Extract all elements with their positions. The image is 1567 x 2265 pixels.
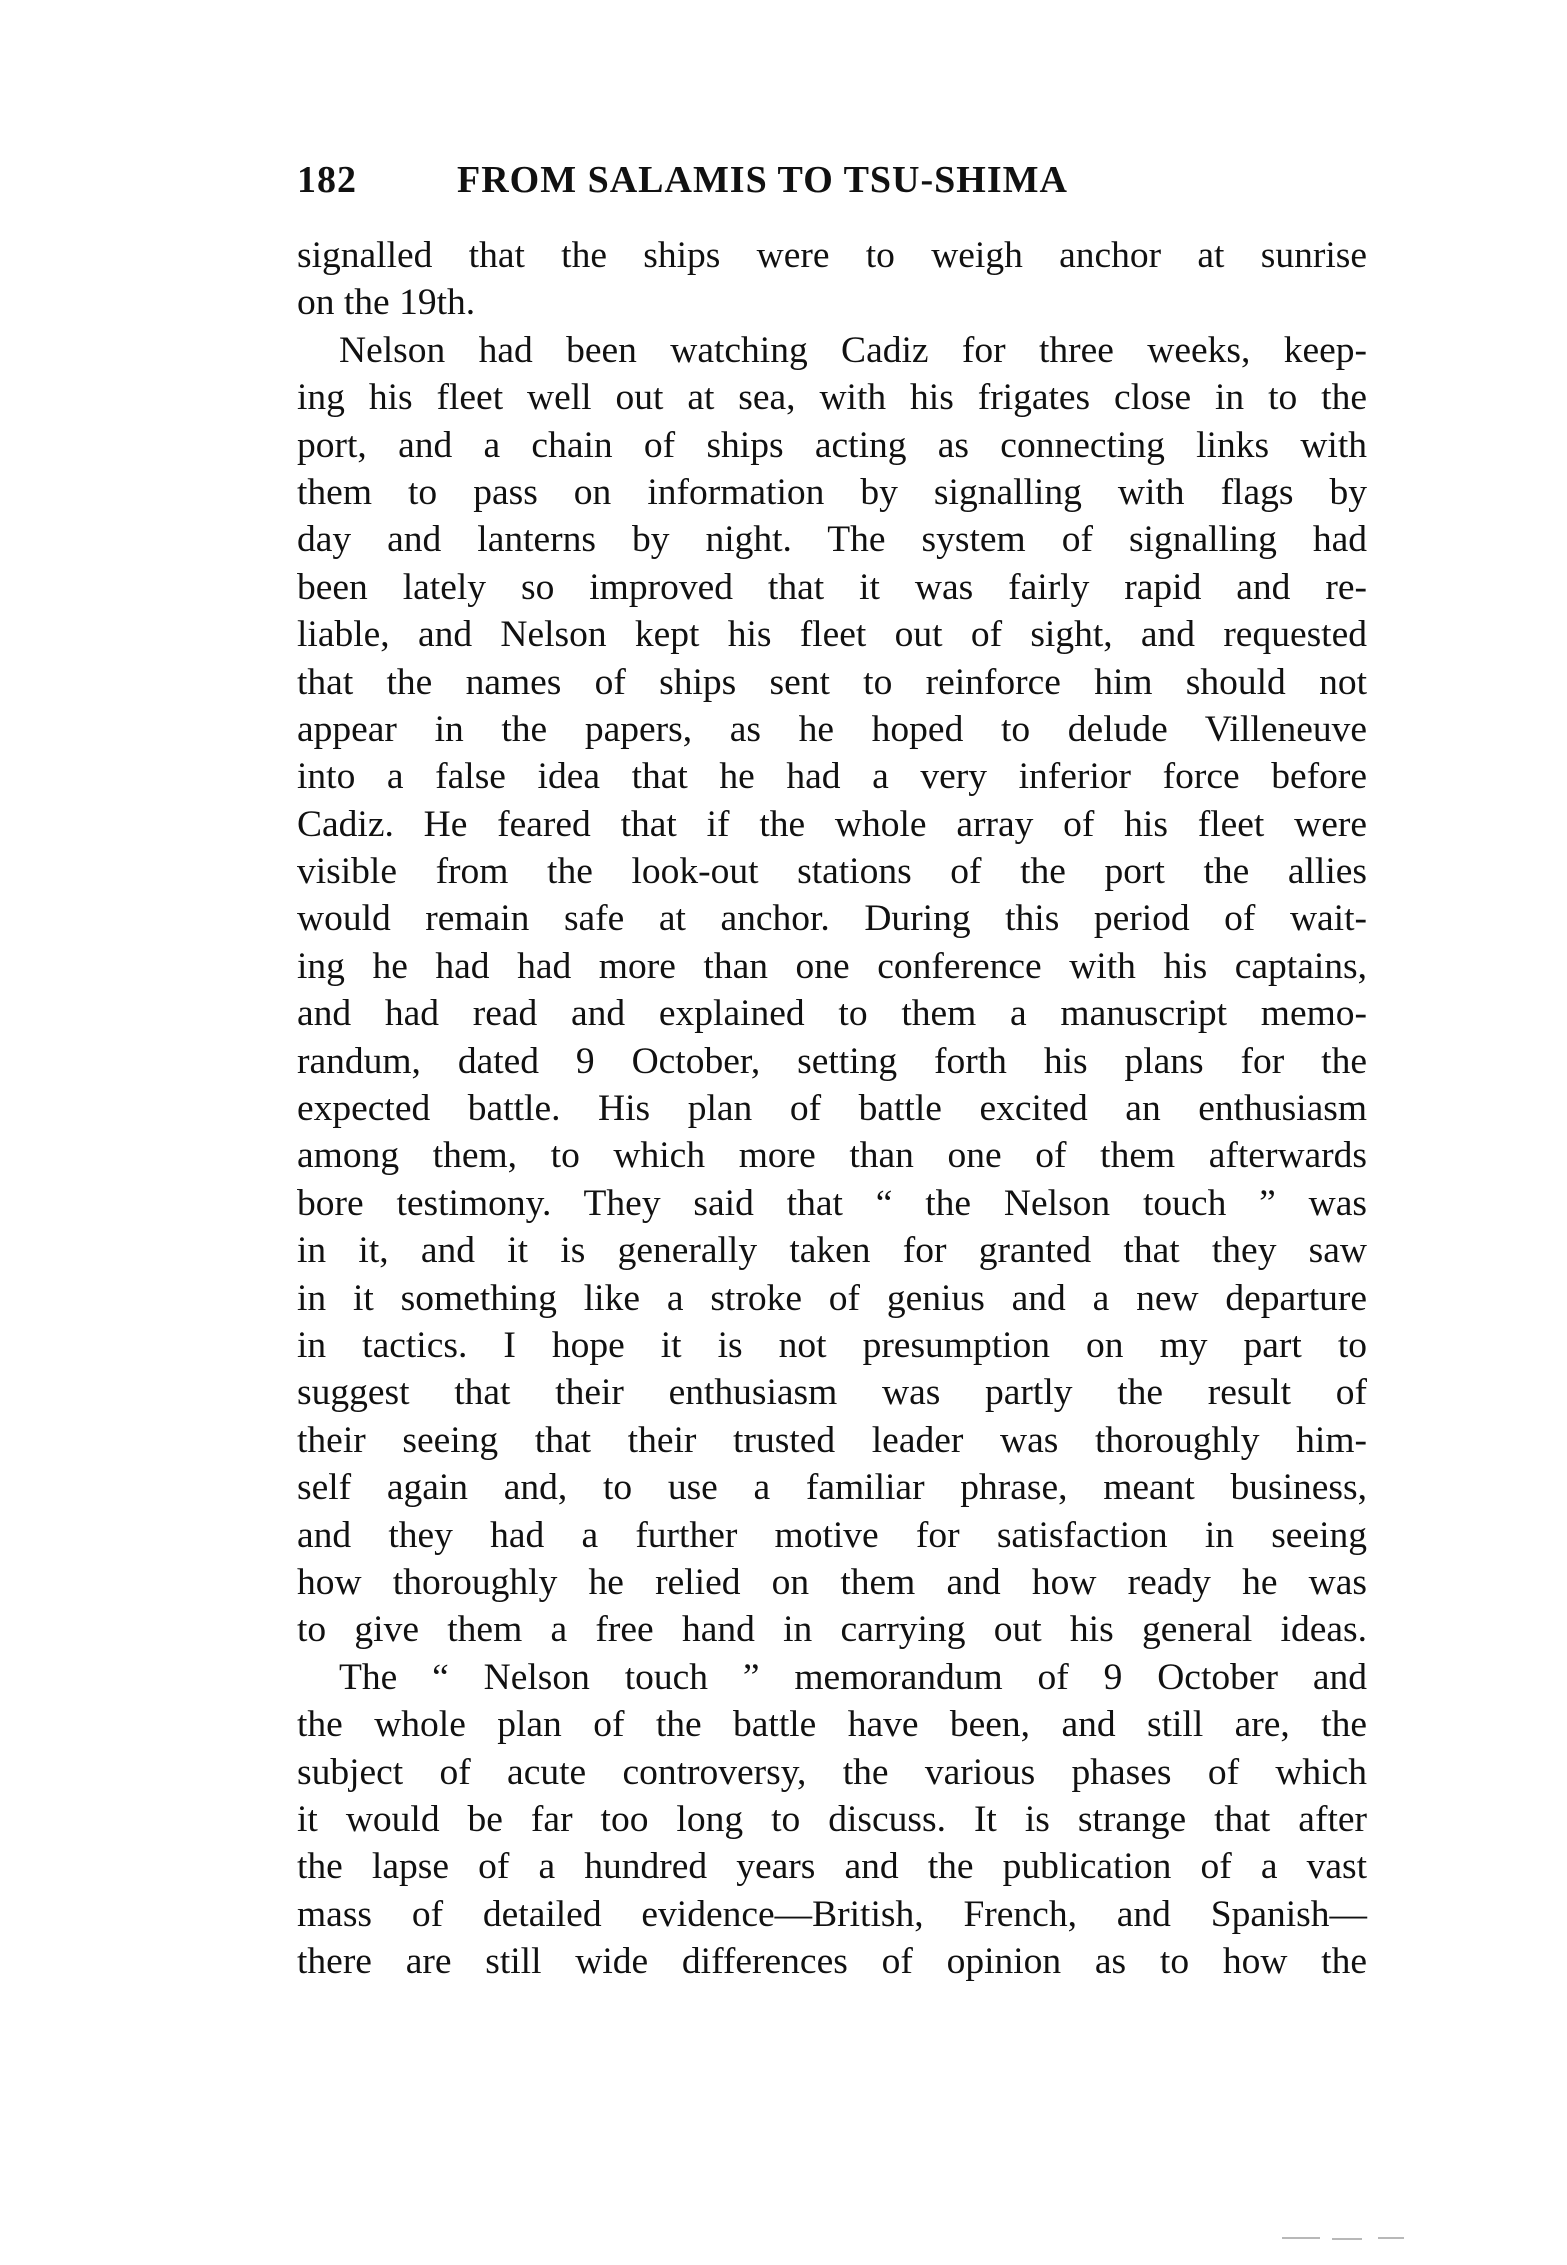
- text-line: signalled that the ships were to weigh anchor at sunrise: [297, 235, 1367, 276]
- scan-speck: [1378, 2237, 1404, 2239]
- text-line: ing he had had more than one conference with his captains,: [297, 945, 1367, 987]
- text-line: suggest that their enthusiasm was partly the result of: [297, 1372, 1367, 1414]
- text-line: port, and a chain of ships acting as connecting links with: [297, 424, 1367, 466]
- text-line: in it, and it is generally taken for granted that they saw: [297, 1230, 1367, 1272]
- running-title: FROM SALAMIS TO TSU-SHIMA: [457, 159, 1068, 201]
- text-line: would remain safe at anchor. During this period of wait-: [297, 898, 1367, 940]
- text-line: Cadiz. He feared that if the whole array of his fleet were: [297, 803, 1367, 845]
- body-text: [297, 232, 1367, 1985]
- text-line: ing his fleet well out at sea, with his frigates close in to the: [297, 377, 1367, 419]
- text-line: visible from the look-out stations of the port the allies: [297, 851, 1367, 893]
- text-line: into a false idea that he had a very inferior force before: [297, 756, 1367, 798]
- text-line: there are still wide differences of opinion as to how the: [297, 1941, 1367, 1983]
- text-line: expected battle. His plan of battle excited an enthusiasm: [297, 1088, 1367, 1130]
- text-line: in tactics. I hope it is not presumption on my part to: [297, 1324, 1367, 1366]
- running-head: [297, 158, 1377, 214]
- text-line: the lapse of a hundred years and the publication of a vast: [297, 1846, 1367, 1888]
- text-line: it would be far too long to discuss. It is strange that after: [297, 1798, 1367, 1840]
- text-line: Nelson had been watching Cadiz for three weeks, keep-: [339, 329, 1367, 371]
- text-line: in it something like a stroke of genius and a new departure: [297, 1277, 1367, 1319]
- text-line: appear in the papers, as he hoped to delude Villeneuve: [297, 708, 1367, 750]
- text-line: and they had a further motive for satisfaction in seeing: [297, 1514, 1367, 1556]
- text-line: that the names of ships sent to reinforce him should not: [297, 661, 1367, 703]
- text-line: their seeing that their trusted leader was thoroughly him-: [297, 1419, 1367, 1461]
- text-line: on the 19th.: [297, 282, 476, 324]
- text-line: randum, dated 9 October, setting forth his plans for the: [297, 1040, 1367, 1082]
- text-line: been lately so improved that it was fairly rapid and re-: [297, 566, 1367, 608]
- text-line: subject of acute controversy, the various phases of which: [297, 1751, 1367, 1793]
- scan-speck: [1332, 2238, 1362, 2240]
- text-line: the whole plan of the battle have been, and still are, the: [297, 1704, 1367, 1746]
- text-line: The “ Nelson touch ” memorandum of 9 October and: [339, 1656, 1367, 1698]
- text-line: and had read and explained to them a manuscript memo-: [297, 993, 1367, 1035]
- text-line: among them, to which more than one of them afterwards: [297, 1135, 1367, 1177]
- text-line: liable, and Nelson kept his fleet out of sight, and requested: [297, 614, 1367, 656]
- page-number: 182: [297, 159, 357, 201]
- text-line: day and lanterns by night. The system of signalling had: [297, 519, 1367, 561]
- text-line: bore testimony. They said that “ the Nelson touch ” was: [297, 1182, 1367, 1224]
- text-line: how thoroughly he relied on them and how ready he was: [297, 1561, 1367, 1603]
- text-line: mass of detailed evidence—British, French, and Spanish—: [297, 1893, 1367, 1935]
- text-line: to give them a free hand in carrying out his general ideas.: [297, 1609, 1367, 1651]
- text-line: them to pass on information by signalling with flags by: [297, 471, 1367, 513]
- text-line: self again and, to use a familiar phrase, meant business,: [297, 1467, 1367, 1509]
- scan-speck: [1282, 2237, 1320, 2239]
